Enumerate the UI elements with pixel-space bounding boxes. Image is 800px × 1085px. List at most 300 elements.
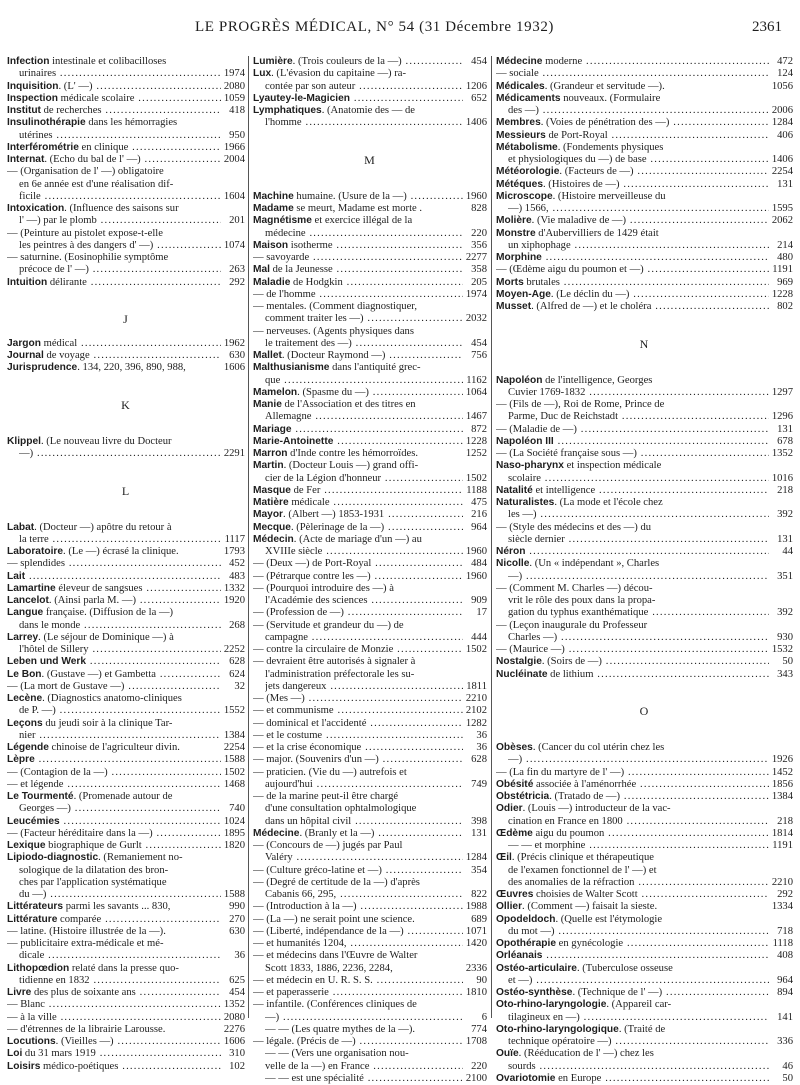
entry-page-number: 102 bbox=[229, 1060, 245, 1072]
index-entry bbox=[496, 460, 793, 472]
index-entry bbox=[496, 203, 793, 215]
sub-entry-text: — et le costume ..... bbox=[253, 730, 463, 742]
entry-headword: Manie bbox=[253, 399, 282, 410]
index-entry bbox=[7, 1061, 245, 1073]
index-entry bbox=[253, 558, 487, 570]
entry-headword: Loi bbox=[7, 1048, 23, 1060]
entry-description: chinoise de l'agriculteur divin. bbox=[48, 742, 180, 753]
entry-page-number: 1856 bbox=[771, 778, 793, 790]
index-entry bbox=[496, 240, 793, 252]
entry-page-number: 828 bbox=[471, 203, 487, 214]
index-entry bbox=[253, 350, 487, 362]
entry-continuation: les peintres à des dangers d' —) ..... bbox=[19, 240, 221, 252]
index-entry bbox=[253, 473, 487, 485]
entry-page-number: 1502 bbox=[223, 766, 245, 778]
entry-continuation: —) ..... bbox=[265, 1012, 463, 1024]
index-entry bbox=[496, 975, 793, 987]
entry-headword: Intuition bbox=[7, 276, 48, 288]
index-entry bbox=[496, 215, 793, 227]
sub-entry-text: — (La mort de Gustave —) ..... bbox=[7, 681, 221, 693]
index-entry bbox=[7, 705, 245, 717]
entry-page-number: 480 bbox=[777, 252, 793, 263]
entry-headword: Orléanais bbox=[496, 950, 543, 962]
entry-headword: Lymphatiques bbox=[253, 105, 322, 116]
sub-entry-text: — (Deux —) de Port-Royal ..... bbox=[253, 558, 463, 570]
entry-page-number: 2080 bbox=[223, 1011, 245, 1023]
entry-text bbox=[496, 914, 769, 926]
entry-headword: Nucléinate bbox=[496, 668, 548, 680]
index-entry bbox=[7, 938, 245, 950]
entry-headword: Obèses bbox=[496, 742, 533, 753]
entry-page-number: 1334 bbox=[771, 901, 793, 913]
index-entry bbox=[496, 852, 793, 864]
entry-continuation: utérines ..... bbox=[19, 130, 221, 142]
entry-description: française. (Diffusion de la —) bbox=[43, 607, 174, 619]
entry-page-number: 2102 bbox=[465, 705, 487, 717]
entry-headword: Lecène bbox=[7, 693, 43, 704]
sub-entry-text: — à la ville ..... bbox=[7, 1012, 221, 1024]
entry-continuation: Scott 1833, 1886, 2236, 2284, bbox=[265, 962, 393, 974]
entry-continuation: l' —) par le plomb ..... bbox=[19, 215, 221, 227]
entry-page-number: 50 bbox=[782, 1072, 793, 1084]
entry-text bbox=[253, 215, 463, 227]
entry-page-number: 1384 bbox=[771, 791, 793, 802]
entry-description: et inspection médicale bbox=[563, 460, 662, 472]
index-entry bbox=[253, 252, 487, 264]
entry-text bbox=[7, 718, 221, 730]
entry-headword: Leben und Werk bbox=[7, 656, 87, 668]
entry-page-number: 50 bbox=[782, 656, 793, 668]
entry-description: comparée bbox=[57, 913, 102, 925]
entry-headword: Lancelot bbox=[7, 595, 49, 606]
entry-page-number: 630 bbox=[229, 350, 245, 361]
index-entry bbox=[7, 656, 245, 668]
entry-headword: Œil bbox=[496, 852, 512, 864]
entry-description: . (Histoires de —) bbox=[543, 178, 620, 190]
index-entry bbox=[253, 791, 487, 803]
entry-continuation: dicale ..... bbox=[19, 950, 221, 962]
entry-page-number: 1252 bbox=[465, 448, 487, 459]
entry-text bbox=[496, 889, 769, 901]
index-entry bbox=[253, 1012, 487, 1024]
sub-entry-text: — nerveuses. (Agents physiques dans bbox=[253, 325, 414, 337]
entry-page-number: 1284 bbox=[771, 117, 793, 129]
entry-text bbox=[253, 828, 463, 840]
index-entry bbox=[253, 644, 487, 656]
entry-description: associée à l'aménorrhée bbox=[533, 778, 637, 790]
section-letter: L bbox=[121, 483, 131, 498]
entry-headword: Madame bbox=[253, 203, 294, 214]
entry-headword: Moyen-Age bbox=[496, 288, 551, 300]
entry-text bbox=[7, 1036, 221, 1048]
index-entry bbox=[7, 767, 245, 779]
index-entry bbox=[496, 301, 793, 313]
entry-headword: Oto-rhino-laryngologique bbox=[496, 1023, 619, 1035]
sub-entry-text: — — (Les quatre mythes de la —). bbox=[265, 1023, 416, 1035]
entry-headword: Insulinothérapie bbox=[7, 117, 86, 129]
entry-page-number: 218 bbox=[777, 815, 793, 827]
index-entry bbox=[253, 742, 487, 754]
index-entry bbox=[253, 301, 487, 313]
index-entry bbox=[7, 571, 245, 583]
sub-entry-text: — devraient être autorisés à signaler à bbox=[253, 656, 416, 668]
entry-page-number: 1502 bbox=[465, 472, 487, 484]
sub-entry-text: — (Profession de —) ..... bbox=[253, 607, 463, 619]
entry-text bbox=[7, 350, 221, 362]
entry-headword: Légende bbox=[7, 742, 49, 753]
entry-continuation: aujourd'hui ..... bbox=[265, 779, 463, 791]
entry-text bbox=[496, 1024, 769, 1036]
entry-headword: Microscope bbox=[496, 190, 553, 202]
entry-text bbox=[496, 81, 769, 93]
index-entry bbox=[496, 1061, 793, 1073]
entry-text bbox=[7, 546, 221, 558]
index-entry bbox=[7, 215, 245, 227]
sub-entry-text: — — et morphine ..... bbox=[508, 840, 769, 852]
index-entry bbox=[496, 889, 793, 901]
entry-continuation: tidienne en 1832 ..... bbox=[19, 975, 221, 987]
sub-entry-text: — (Organisation de l' —) obligatoire bbox=[7, 166, 164, 178]
index-entry bbox=[7, 889, 245, 901]
entry-page-number: 1502 bbox=[465, 644, 487, 655]
sub-entry-text: — (Concours de —) jugés par Paul bbox=[253, 840, 403, 851]
sub-entry-text: — publicitaire extra-médicale et mé- bbox=[7, 938, 164, 949]
entry-text bbox=[496, 166, 769, 178]
entry-text bbox=[253, 534, 463, 546]
entry-description: . (Comment —) faisait la sieste. bbox=[522, 901, 658, 913]
entry-page-number: 472 bbox=[777, 56, 793, 67]
sub-entry-text: — latine. (Histoire illustrée de la —). bbox=[7, 925, 166, 937]
entry-continuation: Georges —) ..... bbox=[19, 803, 221, 815]
index-entry bbox=[7, 240, 245, 252]
entry-page-number: 1406 bbox=[465, 117, 487, 129]
entry-text bbox=[253, 522, 463, 534]
index-entry bbox=[7, 669, 245, 681]
index-entry bbox=[496, 742, 793, 754]
entry-page-number: 1966 bbox=[223, 141, 245, 153]
index-entry bbox=[253, 509, 487, 521]
entry-page-number: 1960 bbox=[465, 190, 487, 202]
entry-headword: Ostéo-articulaire bbox=[496, 962, 577, 974]
entry-headword: Institut bbox=[7, 105, 41, 116]
index-entry bbox=[496, 448, 793, 460]
entry-continuation: siècle dernier ..... bbox=[508, 534, 769, 546]
entry-description: . (L' —) bbox=[58, 80, 93, 92]
entry-page-number: 1016 bbox=[771, 472, 793, 484]
index-entry bbox=[253, 926, 487, 938]
entry-text bbox=[496, 93, 769, 105]
index-entry bbox=[253, 705, 487, 717]
entry-page-number: 964 bbox=[777, 974, 793, 986]
entry-headword: Monstre bbox=[496, 227, 536, 239]
entry-text bbox=[496, 558, 769, 570]
entry-page-number: 484 bbox=[471, 558, 487, 570]
entry-page-number: 652 bbox=[471, 92, 487, 104]
entry-text bbox=[7, 840, 221, 852]
index-entry bbox=[7, 154, 245, 166]
entry-text bbox=[7, 436, 221, 448]
index-column-2 bbox=[253, 56, 487, 1084]
index-entry bbox=[496, 803, 793, 815]
entry-headword: Mal bbox=[253, 264, 270, 276]
entry-page-number: 356 bbox=[471, 239, 487, 251]
index-entry bbox=[496, 387, 793, 399]
entry-page-number: 822 bbox=[471, 889, 487, 900]
index-entry bbox=[7, 779, 245, 791]
sub-entry-text: — mentales. (Comment diagnostiquer, bbox=[253, 301, 418, 312]
entry-text bbox=[7, 277, 221, 289]
sub-entry-text: — — est une spécialité ..... bbox=[265, 1073, 463, 1085]
index-entry bbox=[496, 277, 793, 289]
entry-continuation: les —) ..... bbox=[508, 509, 769, 521]
index-entry bbox=[253, 681, 487, 693]
entry-headword: Locutions bbox=[7, 1036, 56, 1047]
entry-page-number: 1974 bbox=[465, 288, 487, 300]
index-entry bbox=[496, 1073, 793, 1085]
entry-continuation: Parme, Duc de Reichstadt ..... bbox=[508, 411, 769, 423]
index-entry bbox=[496, 926, 793, 938]
index-entry bbox=[7, 228, 245, 240]
entry-continuation: et physiologiques du —) de base ..... bbox=[508, 154, 769, 166]
index-entry bbox=[7, 117, 245, 129]
entry-continuation: tilagineux en —) ..... bbox=[508, 1012, 769, 1024]
sub-entry-text: — (Fils de —), Roi de Rome, Prince de bbox=[496, 399, 665, 410]
entry-page-number: 444 bbox=[471, 631, 487, 643]
entry-text bbox=[7, 595, 221, 607]
entry-description: moderne bbox=[542, 56, 583, 67]
index-entry bbox=[7, 950, 245, 962]
entry-page-number: 1793 bbox=[223, 546, 245, 557]
entry-headword: Klippel bbox=[7, 435, 41, 447]
index-entry bbox=[7, 1024, 245, 1036]
sub-entry-text: — de la marine peut-il être chargé bbox=[253, 791, 399, 802]
entry-text bbox=[496, 963, 769, 975]
entry-text bbox=[496, 656, 769, 668]
entry-description: . (Le —) écrasé la clinique. bbox=[63, 546, 179, 557]
index-entry bbox=[7, 791, 245, 803]
sub-entry-text: — (Peinture au pistolet expose-t-elle bbox=[7, 227, 163, 239]
entry-text bbox=[496, 828, 769, 840]
entry-page-number: 964 bbox=[471, 521, 487, 533]
sub-entry-text: — et communisme ..... bbox=[253, 705, 463, 717]
index-entry bbox=[7, 975, 245, 987]
entry-page-number: 124 bbox=[777, 68, 793, 80]
index-entry bbox=[496, 669, 793, 681]
index-entry bbox=[7, 595, 245, 607]
entry-text bbox=[253, 105, 463, 117]
sub-entry-text: — major. (Souvenirs d'un —) ..... bbox=[253, 754, 463, 766]
index-entry bbox=[496, 1012, 793, 1024]
entry-description: . (Vie maladive de —) bbox=[531, 215, 627, 227]
entry-text bbox=[7, 693, 221, 705]
index-entry bbox=[496, 485, 793, 497]
entry-description: . (Le nouveau livre du Docteur bbox=[40, 435, 172, 447]
index-entry bbox=[7, 754, 245, 766]
sub-entry-text: — savoyarde ..... bbox=[253, 252, 463, 264]
entry-continuation: nier ..... bbox=[19, 730, 221, 742]
entry-page-number: 2080 bbox=[223, 80, 245, 92]
index-entry bbox=[253, 387, 487, 399]
entry-page-number: 2004 bbox=[223, 154, 245, 165]
entry-text bbox=[253, 68, 463, 80]
entry-page-number: 990 bbox=[229, 901, 245, 913]
entry-page-number: 263 bbox=[229, 264, 245, 276]
sub-entry-text: — (Maladie de —) ..... bbox=[496, 424, 769, 436]
page-number: 2361 bbox=[752, 19, 782, 35]
entry-headword: Leçons bbox=[7, 717, 43, 729]
index-entry bbox=[253, 975, 487, 987]
index-entry bbox=[496, 656, 793, 668]
entry-text bbox=[496, 117, 769, 129]
entry-description: . (Rééducation de l' —) chez les bbox=[518, 1048, 654, 1060]
entry-headword: Inspection bbox=[7, 92, 58, 104]
entry-page-number: 1552 bbox=[223, 705, 245, 717]
entry-headword: Métabolisme bbox=[496, 141, 558, 153]
entry-text bbox=[496, 460, 769, 472]
index-entry bbox=[496, 117, 793, 129]
index-entry bbox=[253, 81, 487, 93]
entry-description: brutales bbox=[523, 276, 560, 288]
entry-text bbox=[7, 816, 221, 828]
entry-description: de lithium bbox=[547, 668, 594, 680]
entry-page-number: 406 bbox=[777, 129, 793, 141]
entry-headword: Molière bbox=[496, 215, 532, 227]
entry-text bbox=[496, 215, 769, 227]
entry-continuation: l'administration préfectorale les su- bbox=[265, 668, 415, 680]
entry-description: de recherches bbox=[40, 105, 102, 116]
index-entry bbox=[7, 742, 245, 754]
index-entry bbox=[253, 546, 487, 558]
entry-continuation: XVIIIe siècle ..... bbox=[265, 546, 463, 558]
entry-description: . (Acte de mariage d'un —) au bbox=[293, 533, 422, 545]
index-entry bbox=[7, 534, 245, 546]
index-entry bbox=[253, 485, 487, 497]
entry-text bbox=[7, 963, 221, 975]
entry-headword: Obésité bbox=[496, 778, 534, 790]
entry-page-number: 2254 bbox=[771, 166, 793, 178]
entry-headword: Livre bbox=[7, 987, 32, 998]
entry-text bbox=[496, 938, 769, 950]
entry-headword: Néron bbox=[496, 546, 526, 557]
entry-continuation: urinaires ..... bbox=[19, 68, 221, 80]
index-entry bbox=[253, 632, 487, 644]
entry-description: de Port-Royal bbox=[545, 129, 608, 141]
entry-page-number: 216 bbox=[471, 509, 487, 521]
index-entry bbox=[253, 522, 487, 534]
index-entry bbox=[7, 852, 245, 864]
index-entry bbox=[253, 889, 487, 901]
index-entry bbox=[7, 914, 245, 926]
entry-page-number: 292 bbox=[777, 889, 793, 900]
entry-text bbox=[253, 460, 463, 472]
entry-headword: Intoxication bbox=[7, 203, 65, 214]
sub-entry-text: — (La Société française sous —) ..... bbox=[496, 448, 769, 460]
entry-text bbox=[496, 1073, 769, 1085]
entry-continuation: du mot —) ..... bbox=[508, 926, 769, 938]
index-entry bbox=[496, 522, 793, 534]
index-entry bbox=[253, 840, 487, 852]
entry-headword: Ovariotomie bbox=[496, 1072, 556, 1084]
index-entry bbox=[7, 277, 245, 289]
entry-headword: Obstétricia bbox=[496, 791, 550, 802]
entry-page-number: 454 bbox=[471, 56, 487, 67]
entry-headword: Langue bbox=[7, 607, 44, 619]
entry-headword: Morphine bbox=[496, 252, 542, 263]
entry-description: . (Histoire merveilleuse du bbox=[552, 190, 666, 202]
index-entry bbox=[496, 534, 793, 546]
index-entry bbox=[253, 436, 487, 448]
entry-page-number: 1468 bbox=[223, 778, 245, 790]
entry-continuation: Cuvier 1769-1832 ..... bbox=[508, 387, 769, 399]
entry-text bbox=[7, 1061, 221, 1073]
entry-headword: Magnétisme bbox=[253, 215, 312, 227]
entry-page-number: 718 bbox=[777, 925, 793, 937]
entry-page-number: 1532 bbox=[771, 644, 793, 655]
entry-page-number: 930 bbox=[777, 631, 793, 643]
index-entry bbox=[253, 1073, 487, 1085]
entry-page-number: 398 bbox=[471, 815, 487, 827]
entry-text bbox=[253, 264, 463, 276]
entry-text bbox=[7, 632, 221, 644]
entry-text bbox=[7, 81, 221, 93]
entry-description: . (Docteur —) apôtre du retour à bbox=[34, 521, 172, 533]
entry-text bbox=[7, 142, 221, 154]
index-entry bbox=[496, 166, 793, 178]
index-entry bbox=[7, 877, 245, 889]
entry-page-number: 2336 bbox=[465, 962, 487, 974]
entry-description: de l'Association et des titres en bbox=[281, 399, 416, 410]
entry-text bbox=[7, 607, 221, 619]
entry-description: médico-poétiques bbox=[40, 1060, 119, 1072]
index-entry bbox=[496, 1048, 793, 1060]
entry-text bbox=[7, 914, 221, 926]
entry-page-number: 1588 bbox=[223, 754, 245, 766]
entry-continuation: sologique de la dilatation des bron- bbox=[19, 864, 169, 876]
entry-page-number: 802 bbox=[777, 301, 793, 312]
entry-text bbox=[496, 252, 769, 264]
entry-page-number: 292 bbox=[229, 276, 245, 288]
entry-page-number: 2210 bbox=[465, 693, 487, 704]
entry-page-number: 131 bbox=[471, 827, 487, 839]
entry-headword: Musset bbox=[496, 301, 532, 312]
entry-description: . (Précis clinique et thérapeutique bbox=[511, 852, 654, 864]
entry-page-number: 1117 bbox=[224, 533, 245, 545]
index-entry bbox=[7, 191, 245, 203]
index-entry bbox=[7, 901, 245, 913]
index-entry bbox=[496, 1024, 793, 1036]
entry-continuation: du —) ..... bbox=[19, 889, 221, 901]
index-entry bbox=[253, 326, 487, 338]
section-letter: K bbox=[121, 398, 131, 412]
index-entry bbox=[253, 779, 487, 791]
entry-text bbox=[496, 742, 769, 754]
index-entry bbox=[253, 767, 487, 779]
entry-text bbox=[496, 130, 769, 142]
entry-headword: Littérature bbox=[7, 913, 58, 925]
entry-page-number: 1452 bbox=[771, 766, 793, 778]
entry-headword: Odier bbox=[496, 803, 523, 815]
entry-continuation: en 6e année est d'une réalisation dif- bbox=[19, 178, 174, 190]
entry-headword: Opothérapie bbox=[496, 938, 557, 949]
entry-headword: Lithopœdion bbox=[7, 962, 70, 974]
index-entry bbox=[7, 632, 245, 644]
sub-entry-text: — — (Vers une organisation nou- bbox=[265, 1048, 409, 1060]
entry-description: . (Quelle est l'étymologie bbox=[555, 913, 663, 925]
entry-description: . (Louis —) introducteur de la vac- bbox=[522, 803, 671, 815]
sub-entry-text: — (Mes —) ..... bbox=[253, 693, 463, 705]
entry-page-number: 1282 bbox=[465, 717, 487, 729]
index-entry bbox=[7, 56, 245, 68]
